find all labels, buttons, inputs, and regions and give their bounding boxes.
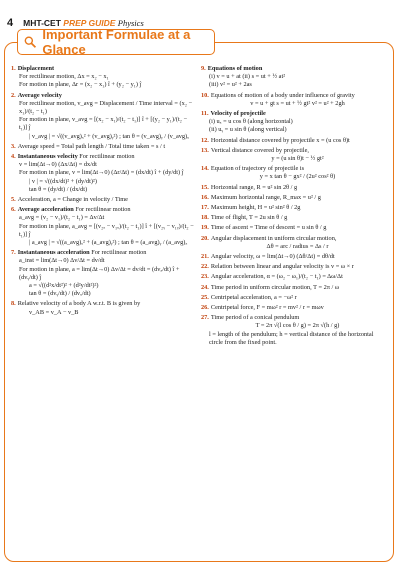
right-column xyxy=(199,65,389,557)
formula-item-13: 13. Vertical distance covered by projectile, y = (u sin θ)t − ½ gt² xyxy=(201,146,324,163)
formula-item-17: 17. Maximum height, H = u² sin² θ / 2g xyxy=(201,204,301,212)
panel-title-box xyxy=(17,29,215,55)
formula-item-18: 18. Time of flight, T = 2u sin θ / g xyxy=(201,214,288,222)
left-column xyxy=(9,65,199,557)
formula-item-5: 5. Acceleration, a = Change in velocity / Time xyxy=(11,196,128,204)
formula-item-9: 9. Equations of motion (i) v = u + at (ii) s = ut + ½ at² (iii) v² = u² + 2as xyxy=(201,65,286,89)
formula-item-8: 8. Relative velocity of a body A w.r.t. B is given by v_AB = v_A − v_B xyxy=(11,300,141,316)
subject-name: Physics xyxy=(117,18,144,28)
formula-item-2: 2. Average velocity For rectilinear motion, v_avg = Displacement / Time interval = (x₂ − x₁)/(t₂ − t₁) For motion in plane, v_avg = [(x₂ − x₁)/(t₂ − t₁)] î + [(y₂ − y₁)/(t₂ − t₁)] ĵ | v_avg | = √((v_avg)ₓ² + (v_avg)ᵧ²) ; tan θ = (v_avg)ᵧ / (v_avg)ₓ xyxy=(11,91,193,140)
formula-item-24: 24. Time period in uniform circular motion, T = 2π / ω xyxy=(201,283,339,291)
formula-item-11: 11. Velocity of projectile (i) uₓ = u cos θ (along horizontal) (ii) uᵧ = u sin θ (along vertical) xyxy=(201,110,293,134)
formula-item-4: 4. Instantaneous velocity For rectilinear motion v = lim(Δt→0) (Δx/Δt) = dx/dt For motion in plane, v = lim(Δt→0) (Δr/Δt) = (dx/dt) î + (dy/dt) ĵ | v | = √((dx/dt)² + (dy/dt)²) tan θ = (dy/dt) / (dx/dt) xyxy=(11,153,184,193)
formula-item-23: 23. Angular acceleration, α = (ω₂ − ω₁)/(t₂ − t₁) = Δω/Δt xyxy=(201,273,343,281)
formula-item-15: 15. Horizontal range, R = u² sin 2θ / g xyxy=(201,183,298,191)
formula-item-22: 22. Relation between linear and angular velocity is v = ω × r xyxy=(201,263,354,271)
formula-item-16: 16. Maximum horizontal range, R_max = u² / g xyxy=(201,193,321,201)
formula-item-10: 10. Equations of motion of a body under influence of gravity v = u + gt s = ut + ½ gt² v² = u² + 2gh xyxy=(201,91,355,107)
formula-item-3: 3. Average speed = Total path length / Total time taken = s / t xyxy=(11,142,166,150)
book-accent: PREP GUIDE xyxy=(63,18,116,28)
panel-title: Important Formulae at a Glance xyxy=(42,27,191,57)
formula-item-27: 27. Time period of a conical pendulum T = 2π √(l cos θ / g) = 2π √(h / g) l = length of the pendulum; h = vertical distance of the horizontal circle from the fixed point. xyxy=(201,314,374,346)
page-number: 4 xyxy=(7,17,14,29)
formula-item-20: 20. Angular displacement in uniform circular motion, Δθ = arc / radius = Δs / r xyxy=(201,234,337,250)
formula-item-1: 1. Displacement For rectilinear motion, Δx = x₂ − x₁ For motion in plane, Δr = (x₂ − x₁) î + (y₂ − y₁) ĵ xyxy=(11,65,142,89)
formula-item-12: 12. Horizontal distance covered by projectile x = (u cos θ)t xyxy=(201,136,350,144)
formula-item-14: 14. Equation of trajectory of projectile is y = x tan θ − gx² / (2u² cos² θ) xyxy=(201,165,336,181)
formula-item-26: 26. Centripetal force, F = mω² r = mv² / r = mωv xyxy=(201,304,324,312)
formula-item-21: 21. Angular velocity, ω = lim(Δt→0) (Δθ/Δt) = dθ/dt xyxy=(201,253,335,261)
book-prefix: MHT-CET xyxy=(23,18,61,28)
formula-item-7: 7. Instantaneous acceleration For rectilinear motion a_inst = lim(Δt→0) Δv/Δt = dv/dt For motion in plane, a = lim(Δt→0) Δv/Δt = dv/dt = (dvₓ/dt) î + (dvᵧ/dt) ĵ a = √((d²x/dt²)² + (d²y/dt²)²) tan θ = (dvᵧ/dt) / (dvₓ/dt) xyxy=(11,249,180,298)
formulae-panel xyxy=(4,27,394,562)
magnifier-icon xyxy=(24,35,36,49)
formula-item-25: 25. Centripetal acceleration, a = −ω² r xyxy=(201,293,297,301)
formula-item-19: 19. Time of ascent = Time of descent = u sin θ / g xyxy=(201,224,327,232)
formula-item-6: 6. Average acceleration For rectilinear motion a_avg = (v₂ − v₁)/(t₂ − t₁) = Δv/Δt For motion in plane, a_avg = [(v₂ₓ − v₁ₓ)/(t₂ − t₁)] î + [(v₂ᵧ − v₁ᵧ)/(t₂ − t₁)] ĵ | a_avg | = √((a_avg)ₓ² + (a_avg)ᵧ²) ; tan θ = (a_avg)ᵧ / (a_avg)ₓ xyxy=(11,206,194,247)
